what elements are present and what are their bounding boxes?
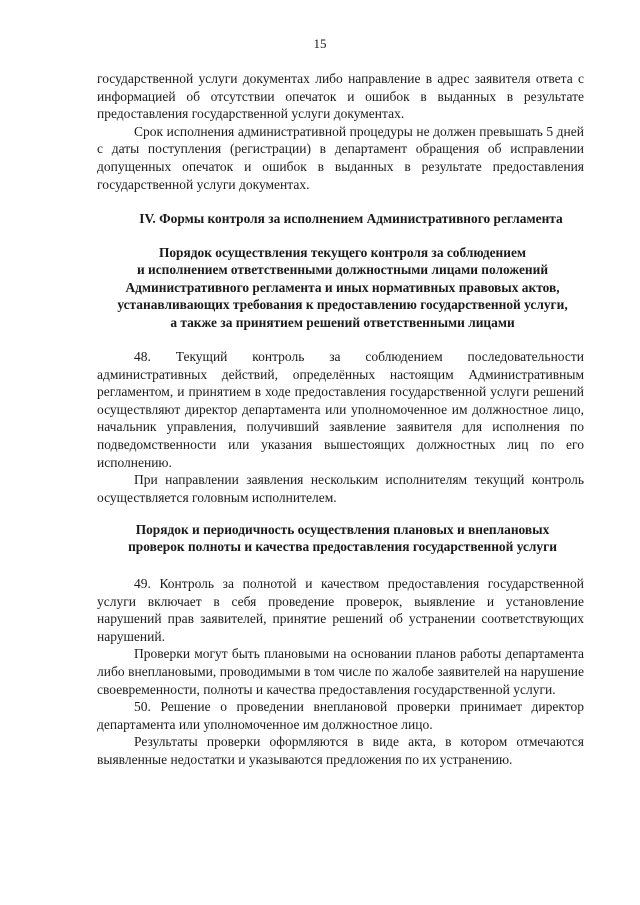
- heading-line: Порядок осуществления текущего контроля за соблюдением: [158, 245, 527, 260]
- page-number: 15: [313, 36, 327, 51]
- subsection-heading-current-control: [80, 244, 605, 331]
- heading-line: проверок полноты и качества предоставления государственной услуги: [128, 539, 557, 555]
- paragraph: Результаты проверки оформляются в виде акта, в котором отмечаются выявленные недостатки и указываются предложения по их устранению.: [97, 734, 584, 767]
- paragraph-block-2: [97, 348, 584, 506]
- heading-line: Порядок и периодичность осуществления плановых и внеплановых: [135, 522, 550, 537]
- paragraph-block-3: [97, 575, 584, 769]
- subsection-heading-inspections: [80, 521, 605, 556]
- paragraph: Проверки могут быть плановыми на основании планов работы департамента либо внеплановыми, проводимыми в том числе по жалобе заявителей на нарушение своевременности, полноты и качества предоставления государственной услуги.: [97, 646, 584, 697]
- paragraph: 49. Контроль за полнотой и качеством предоставления государственной услуги включает в себя проведение проверок, выявление и установление нарушений прав заявителей, принятие решений об устранении соответствующих нарушений.: [97, 576, 584, 644]
- heading-line: и исполнением ответственными должностными лицами положений: [136, 262, 549, 278]
- paragraph: государственной услуги документах либо направление в адрес заявителя ответа с информацией об отсутствии опечаток и ошибок в выданных в результате предоставления государственной услуги документах.: [97, 71, 584, 122]
- paragraph: При направлении заявления нескольким исполнителям текущий контроль осуществляется головным исполнителем.: [97, 472, 584, 505]
- paragraph-block-1: [97, 70, 584, 193]
- paragraph: 48. Текущий контроль за соблюдением последовательности административных действий, определённых настоящим Административным регламентом, и принятием в ходе предоставления государственной услуги решений осуществляют директор департамента или уполномоченное им должностное лицо, начальник управления, получивший заявление заявителя для исполнения по подведомственности или указания вышестоящих должностных лиц по его исполнению.: [97, 349, 584, 470]
- heading-line: а также за принятием решений ответственными лицами: [170, 314, 515, 330]
- heading-line: Административного регламента и иных нормативных правовых актов,: [125, 279, 560, 295]
- paragraph: 50. Решение о проведении внеплановой проверки принимает директор департамента или уполномоченное им должностное лицо.: [97, 699, 584, 732]
- paragraph: Срок исполнения административной процедуры не должен превышать 5 дней с даты поступления (регистрации) в департамент обращения об исправлении допущенных опечаток и ошибок в выданных в результате предоставления государственной услуги документах.: [97, 123, 584, 192]
- heading-line: устанавливающих требования к предоставлению государственной услуги,: [117, 297, 568, 313]
- section-heading: IV. Формы контроля за исполнением Административного регламента: [139, 211, 563, 226]
